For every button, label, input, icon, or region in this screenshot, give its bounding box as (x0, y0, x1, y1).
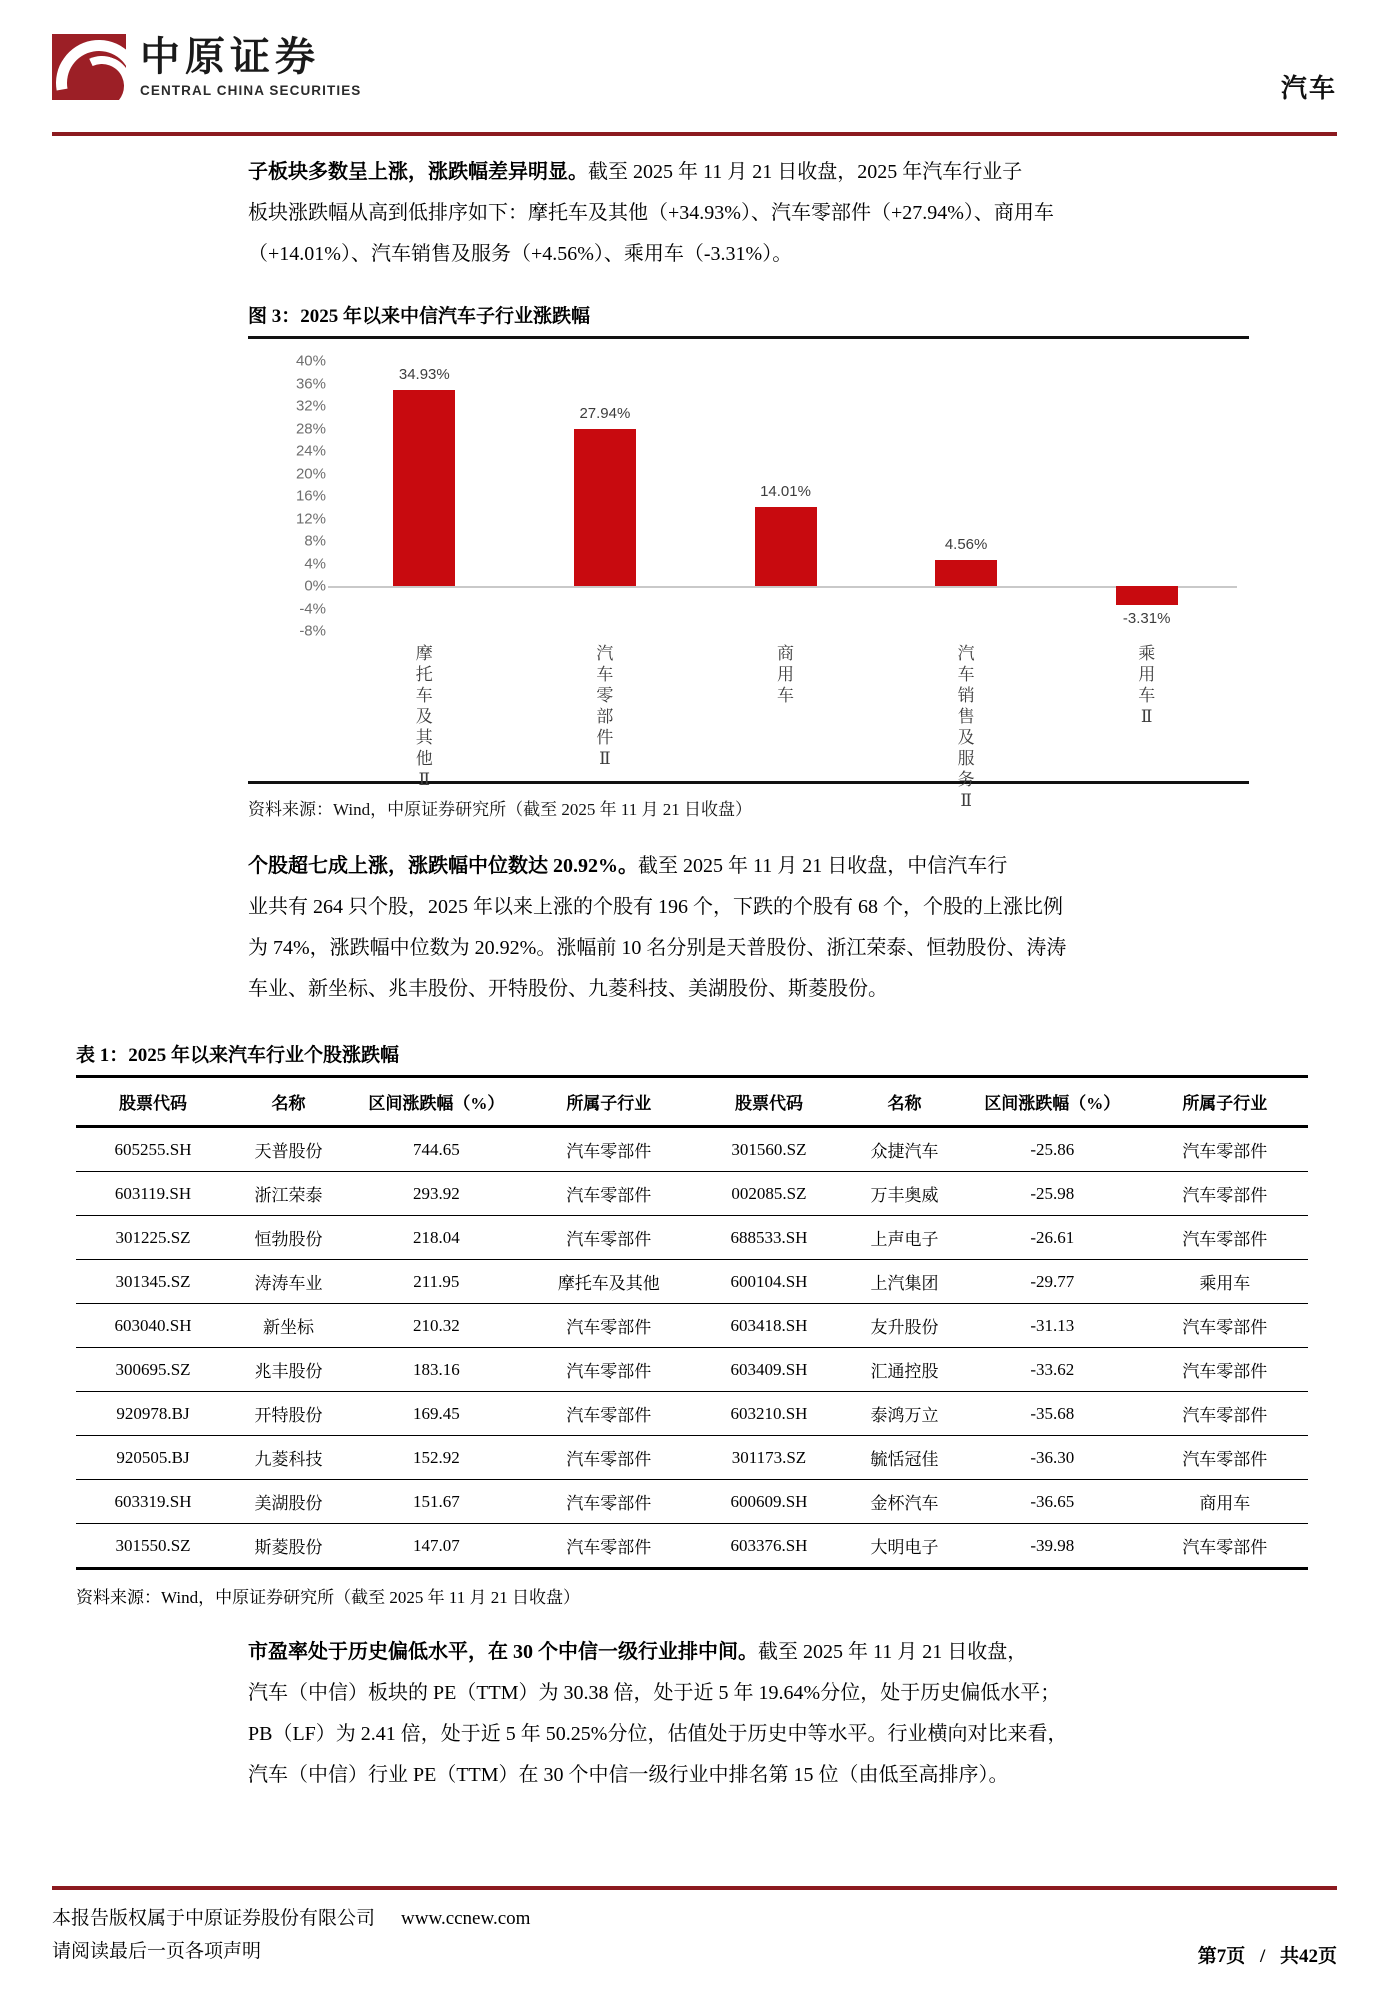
table-cell: -39.98 (963, 1524, 1142, 1569)
table-cell: 汽车零部件 (526, 1172, 692, 1216)
y-axis-tick: 0% (304, 577, 326, 595)
x-axis-label-char: 汽 (957, 644, 975, 663)
x-axis-label-char: 车 (1138, 686, 1156, 705)
chart-plot-area (334, 361, 1237, 631)
chart-x-axis (334, 643, 1237, 810)
table-cell: 688533.SH (692, 1216, 846, 1260)
table-cell: 汇通控股 (846, 1348, 963, 1392)
bar (755, 507, 817, 586)
table-row (76, 1392, 1308, 1436)
x-axis-label-char: Ⅱ (418, 770, 431, 789)
table-cell: 603119.SH (76, 1172, 230, 1216)
table-cell: 600104.SH (692, 1260, 846, 1304)
table-cell: -35.68 (963, 1392, 1142, 1436)
x-axis-label-char: 部 (596, 707, 614, 726)
table-cell: 301550.SZ (76, 1524, 230, 1569)
x-axis-category-label (411, 643, 437, 790)
paragraph-lead: 市盈率处于历史偏低水平，在 30 个中信一级行业排中间。 (248, 1641, 758, 1663)
footer-divider (52, 1886, 1337, 1890)
table-column-header: 名称 (230, 1077, 347, 1127)
footer-disclaimer: 请阅读最后一页各项声明 (52, 1941, 262, 1962)
bar (574, 429, 636, 586)
x-axis-label-char: 商 (777, 644, 794, 663)
table-cell: -31.13 (963, 1304, 1142, 1348)
table-cell: 169.45 (347, 1392, 526, 1436)
figure-title: 图 3：2025 年以来中信汽车子行业涨跌幅 (248, 306, 591, 327)
table-column-header: 所属子行业 (1142, 1077, 1308, 1127)
table-cell: -25.86 (963, 1127, 1142, 1172)
table-head (76, 1077, 1308, 1127)
table-cell: 美湖股份 (230, 1480, 347, 1524)
brand-logo (52, 34, 361, 100)
page-footer (52, 1902, 1337, 1968)
y-axis-tick: 40% (295, 352, 326, 370)
table-cell: 开特股份 (230, 1392, 347, 1436)
table-cell: 152.92 (347, 1436, 526, 1480)
x-axis-label-char: Ⅱ (960, 791, 972, 810)
table-row (76, 1524, 1308, 1569)
table-cell: 汽车零部件 (526, 1524, 692, 1569)
table-cell: 新坐标 (230, 1304, 347, 1348)
table-cell: 汽车零部件 (1142, 1348, 1308, 1392)
table-cell: 920505.BJ (76, 1436, 230, 1480)
table-row (76, 1260, 1308, 1304)
table-cell: 汽车零部件 (1142, 1436, 1308, 1480)
y-axis-tick: 20% (295, 465, 326, 482)
footer-copyright-row (52, 1902, 530, 1935)
x-axis-label-char: 务 (957, 770, 975, 789)
table-column-header: 名称 (846, 1077, 963, 1127)
table-cell: 斯菱股份 (230, 1524, 347, 1569)
x-axis-label-char: 服 (957, 749, 975, 768)
table-cell: 汽车零部件 (1142, 1524, 1308, 1569)
table-cell: 众捷汽车 (846, 1127, 963, 1172)
y-axis-tick: 8% (304, 532, 326, 550)
x-axis-label-char: 摩 (415, 644, 433, 663)
table-cell: -33.62 (963, 1348, 1142, 1392)
zero-baseline (328, 586, 1237, 588)
paragraph-subsector-performance (52, 152, 1337, 275)
x-axis-label-char: 及 (957, 728, 975, 747)
page-header (52, 34, 1337, 126)
table-cell: 147.07 (347, 1524, 526, 1569)
table-cell: 603040.SH (76, 1304, 230, 1348)
table-cell: 商用车 (1142, 1480, 1308, 1524)
table-cell: -25.98 (963, 1172, 1142, 1216)
table-cell: 汽车零部件 (1142, 1392, 1308, 1436)
table-cell: 汽车零部件 (526, 1304, 692, 1348)
table-row (76, 1436, 1308, 1480)
table-cell: 301225.SZ (76, 1216, 230, 1260)
bar-value-label: -3.31% (1122, 609, 1171, 627)
table-cell: 万丰奥威 (846, 1172, 963, 1216)
table-column-header: 所属子行业 (526, 1077, 692, 1127)
table-header-row (76, 1077, 1308, 1127)
x-axis-label-char: 车 (777, 686, 794, 705)
page-content (52, 152, 1337, 1796)
paragraph-lead: 子板块多数呈上涨，涨跌幅差异明显。 (248, 161, 588, 183)
paragraph-line: 汽车（中信）板块的 PE（TTM）为 30.38 倍，处于近 5 年 19.64%分位，处于历史偏低水平； (248, 1682, 1061, 1704)
paragraph-line: （+14.01%）、汽车销售及服务（+4.56%）、乘用车（-3.31%）。 (248, 243, 793, 265)
x-axis-label-char: 车 (957, 665, 975, 684)
table-column-header: 区间涨跌幅（%） (347, 1077, 526, 1127)
x-axis-label-char: 及 (415, 707, 433, 726)
table-cell: 汽车零部件 (526, 1348, 692, 1392)
table-cell: 汽车零部件 (1142, 1172, 1308, 1216)
table-cell: 920978.BJ (76, 1392, 230, 1436)
brand-text (140, 33, 362, 98)
y-axis-tick: 16% (295, 487, 326, 505)
table-cell: 乘用车 (1142, 1260, 1308, 1304)
footer-page-separator: / (1259, 1946, 1266, 1967)
x-axis-label-char: 售 (957, 707, 975, 726)
table-title: 表 1：2025 年以来汽车行业个股涨跌幅 (76, 1045, 400, 1066)
x-axis-category-label (953, 643, 979, 811)
bar (393, 390, 455, 586)
footer-left (52, 1902, 530, 1968)
table-cell: 293.92 (347, 1172, 526, 1216)
y-axis-tick: 32% (295, 397, 326, 415)
table-cell: 151.67 (347, 1480, 526, 1524)
x-axis-label-char: 他 (415, 749, 433, 768)
table-body (76, 1127, 1308, 1569)
x-axis-label-char: 托 (415, 665, 433, 684)
table-row (76, 1348, 1308, 1392)
x-axis-category-label (592, 643, 618, 769)
bar-value-label: 14.01% (760, 483, 811, 501)
table-cell: 218.04 (347, 1216, 526, 1260)
report-page (0, 34, 1389, 1998)
section-tag: 汽车 (1280, 74, 1337, 103)
x-axis-category-label (773, 643, 799, 706)
table-column-header: 股票代码 (76, 1077, 230, 1127)
table-cell: 605255.SH (76, 1127, 230, 1172)
table-cell: 300695.SZ (76, 1348, 230, 1392)
x-axis-label-char: 车 (415, 686, 433, 705)
brand-name-en: CENTRAL CHINA SECURITIES (140, 82, 362, 98)
table-cell: 兆丰股份 (230, 1348, 347, 1392)
table-cell: 涛涛车业 (230, 1260, 347, 1304)
stock-table (76, 1075, 1308, 1570)
table-cell: 汽车零部件 (526, 1480, 692, 1524)
figure-3 (52, 301, 1337, 820)
table-cell: 603409.SH (692, 1348, 846, 1392)
y-axis-tick: 24% (295, 442, 326, 460)
table-cell: 183.16 (347, 1348, 526, 1392)
table-cell: 603210.SH (692, 1392, 846, 1436)
table-cell: 上声电子 (846, 1216, 963, 1260)
table-cell: 毓恬冠佳 (846, 1436, 963, 1480)
footer-page-number: 第7页 (1197, 1946, 1246, 1967)
x-axis-label-char: 车 (596, 665, 614, 684)
table-row (76, 1304, 1308, 1348)
table-cell: 大明电子 (846, 1524, 963, 1569)
table-cell: 金杯汽车 (846, 1480, 963, 1524)
table-cell: 汽车零部件 (526, 1127, 692, 1172)
table-cell: -36.30 (963, 1436, 1142, 1480)
table-cell: 603319.SH (76, 1480, 230, 1524)
table-cell: 九菱科技 (230, 1436, 347, 1480)
table-cell: 汽车零部件 (526, 1216, 692, 1260)
paragraph-line: 汽车（中信）行业 PE（TTM）在 30 个中信一级行业中排名第 15 位（由低至高排序）。 (248, 1764, 1009, 1786)
y-axis-tick: 28% (295, 420, 326, 437)
paragraph-line (52, 846, 1337, 887)
paragraph-valuation (52, 1632, 1337, 1796)
company-logo-icon (52, 34, 126, 100)
table-cell: 603376.SH (692, 1524, 846, 1569)
paragraph-line: 板块涨跌幅从高到低排序如下：摩托车及其他（+34.93%）、汽车零部件（+27.94%）、商用车 (248, 202, 1054, 224)
x-axis-label-char: 件 (596, 728, 614, 747)
table-cell: 603418.SH (692, 1304, 846, 1348)
table-cell: 天普股份 (230, 1127, 347, 1172)
paragraph-text: 截至 2025 年 11 月 21 日收盘， (758, 1641, 1028, 1663)
table-column-header: 股票代码 (692, 1077, 846, 1127)
table-row (76, 1216, 1308, 1260)
footer-page-total: 共42页 (1279, 1946, 1337, 1967)
table-cell: 211.95 (347, 1260, 526, 1304)
table-cell: 摩托车及其他 (526, 1260, 692, 1304)
x-axis-category-label (1134, 643, 1160, 727)
table-cell: 泰鸿万立 (846, 1392, 963, 1436)
x-axis-label-char: 销 (957, 686, 975, 705)
x-axis-label-char: 用 (1138, 665, 1156, 684)
bar-value-label: 4.56% (944, 536, 988, 554)
y-axis-tick: -8% (299, 622, 326, 640)
y-axis-tick: 12% (295, 510, 326, 527)
table-cell: 汽车零部件 (526, 1436, 692, 1480)
table-cell: 600609.SH (692, 1480, 846, 1524)
bar (935, 560, 997, 586)
x-axis-label-char: 汽 (596, 644, 614, 663)
paragraph-line: 车业、新坐标、兆丰股份、开特股份、九菱科技、美湖股份、斯菱股份。 (248, 978, 888, 1000)
table-source: 资料来源：Wind，中原证券研究所（截至 2025 年 11 月 21 日收盘） (76, 1588, 580, 1607)
x-axis-label-char: 乘 (1138, 644, 1156, 663)
bar (1116, 586, 1178, 605)
table-cell: 301345.SZ (76, 1260, 230, 1304)
table-column-header: 区间涨跌幅（%） (963, 1077, 1142, 1127)
y-axis-tick: 4% (304, 555, 326, 572)
header-divider (52, 132, 1337, 136)
table-cell: 友升股份 (846, 1304, 963, 1348)
table-cell: 汽车零部件 (1142, 1127, 1308, 1172)
table-cell: 301560.SZ (692, 1127, 846, 1172)
table-cell: 浙江荣泰 (230, 1172, 347, 1216)
paragraph-line: 为 74%，涨跌幅中位数为 20.92%。涨幅前 10 名分别是天普股份、浙江荣泰、恒勃股份、涛涛 (248, 937, 1067, 959)
table-cell: -29.77 (963, 1260, 1142, 1304)
figure-source: 资料来源：Wind，中原证券研究所（截至 2025 年 11 月 21 日收盘） (248, 800, 752, 819)
table-row (76, 1127, 1308, 1172)
table-cell: -36.65 (963, 1480, 1142, 1524)
table-cell: 汽车零部件 (1142, 1304, 1308, 1348)
table-cell: 744.65 (347, 1127, 526, 1172)
bar-value-label: 34.93% (398, 365, 450, 383)
table-cell: 汽车零部件 (1142, 1216, 1308, 1260)
table-row (76, 1480, 1308, 1524)
paragraph-text: 截至 2025 年 11 月 21 日收盘，中信汽车行 (638, 855, 1008, 877)
paragraph-lead: 个股超七成上涨，涨跌幅中位数达 20.92%。 (248, 855, 638, 877)
table-cell: 上汽集团 (846, 1260, 963, 1304)
chart-y-axis (274, 352, 326, 640)
paragraph-line: PB（LF）为 2.41 倍，处于近 5 年 50.25%分位，估值处于历史中等水平。行业横向对比来看， (248, 1723, 1068, 1745)
table-cell: 210.32 (347, 1304, 526, 1348)
x-axis-label-char: 零 (596, 686, 614, 705)
footer-copyright: 本报告版权属于中原证券股份有限公司 (52, 1908, 376, 1929)
table-cell: 301173.SZ (692, 1436, 846, 1480)
table-cell: 汽车零部件 (526, 1392, 692, 1436)
x-axis-label-char: Ⅱ (1140, 707, 1153, 726)
table-row (76, 1172, 1308, 1216)
bar-value-label: 27.94% (579, 404, 631, 422)
x-axis-label-char: 用 (777, 665, 794, 684)
y-axis-tick: -4% (299, 600, 326, 617)
paragraph-line: 业共有 264 只个股，2025 年以来上涨的个股有 196 个，下跌的个股有 68 个，个股的上涨比例 (248, 896, 1063, 918)
x-axis-label-char: Ⅱ (599, 749, 611, 768)
paragraph-stock-performance (52, 846, 1337, 1010)
table-cell: 恒勃股份 (230, 1216, 347, 1260)
paragraph-line (52, 152, 1337, 193)
footer-website[interactable]: www.ccnew.com (401, 1908, 531, 1929)
brand-name-cn: 中原证券 (140, 33, 320, 79)
table-1 (52, 1040, 1337, 1608)
y-axis-tick: 36% (295, 375, 326, 392)
x-axis-label-char: 其 (415, 728, 433, 747)
paragraph-text: 截至 2025 年 11 月 21 日收盘，2025 年汽车行业子 (588, 161, 1023, 183)
table-cell: -26.61 (963, 1216, 1142, 1260)
paragraph-line (52, 1632, 1337, 1673)
table-cell: 002085.SZ (692, 1172, 846, 1216)
